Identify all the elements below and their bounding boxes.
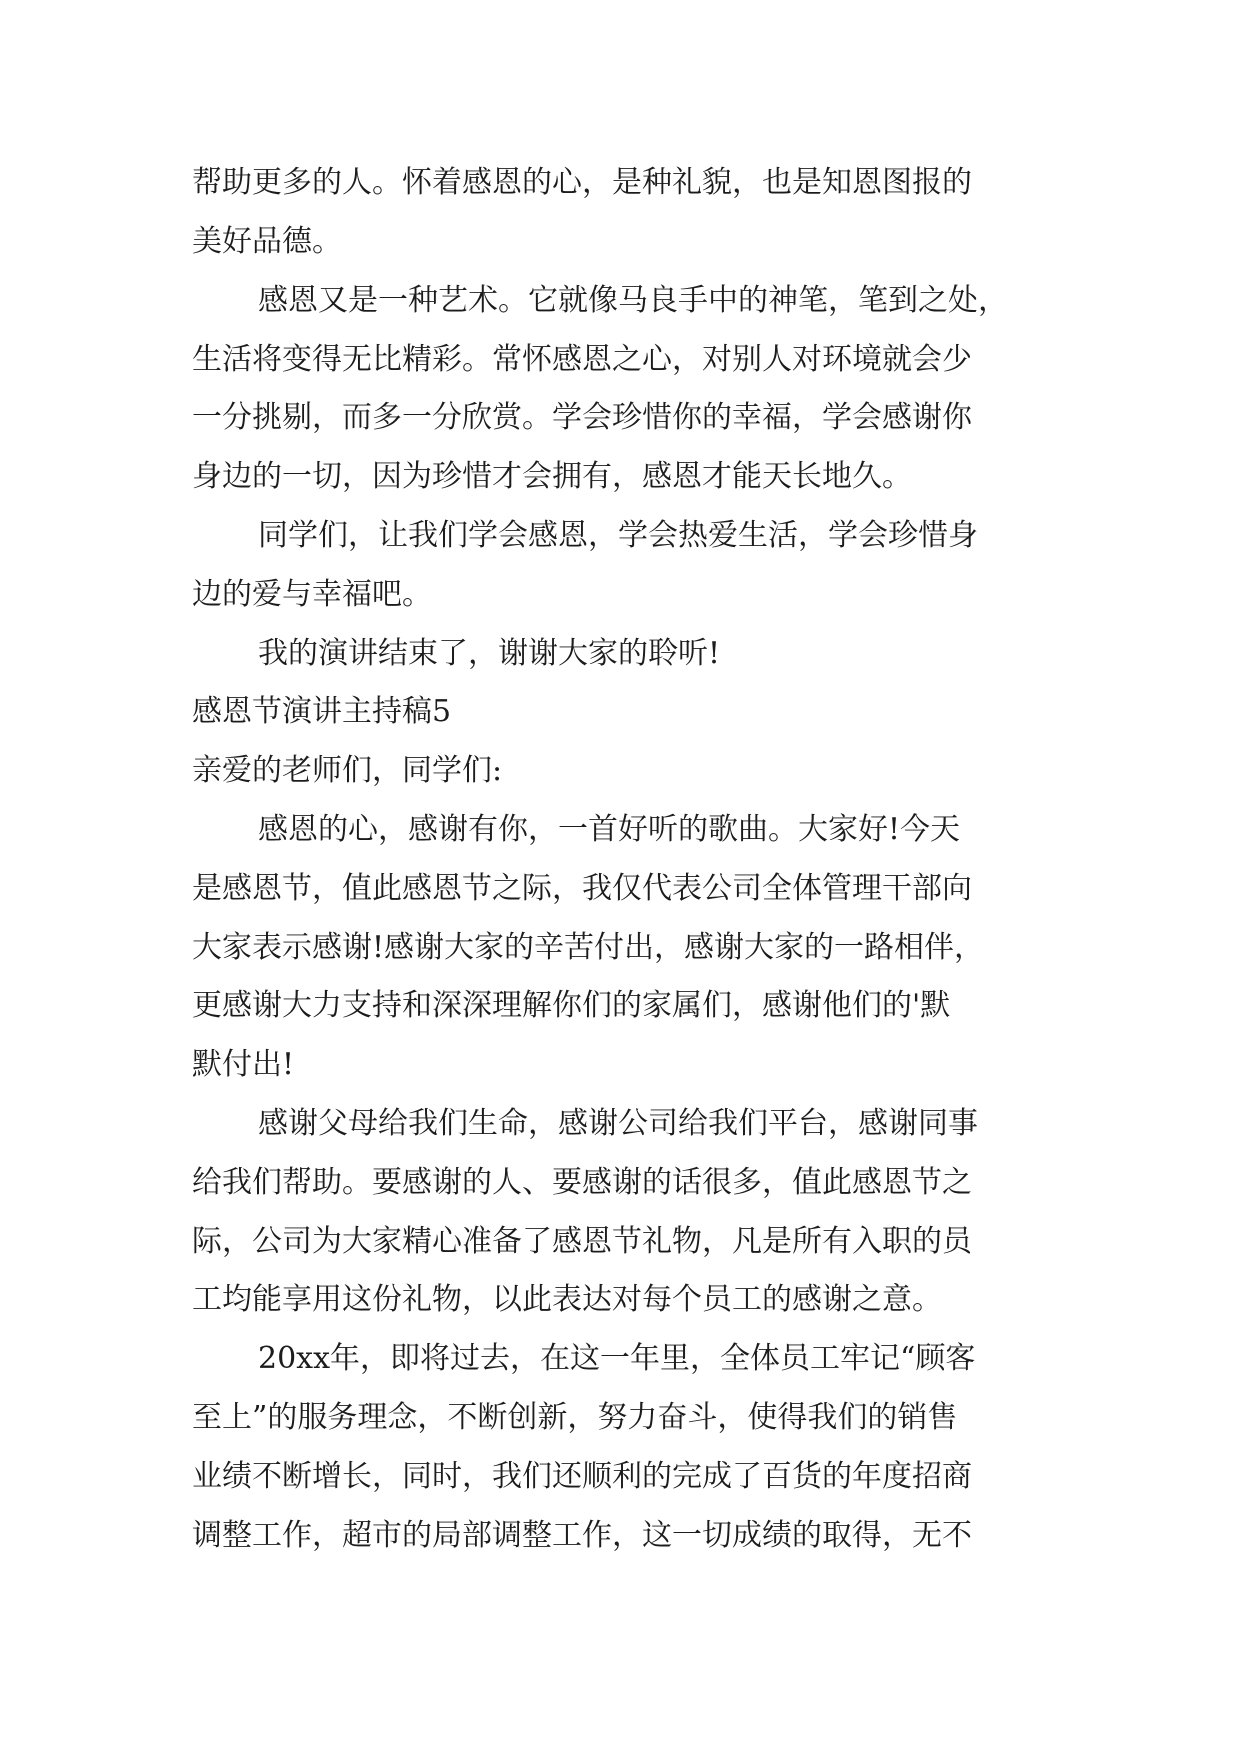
body-text-line: 是感恩节，值此感恩节之际，我仅代表公司全体管理干部向	[192, 871, 972, 906]
salutation-line: 亲爱的老师们，同学们:	[192, 753, 503, 788]
paragraph-first-line: 20xx年，即将过去，在这一年里，全体员工牢记“顾客	[258, 1341, 976, 1376]
paragraph-first-line: 同学们，让我们学会感恩，学会热爱生活，学会珍惜身	[258, 518, 978, 553]
body-text-line: 际，公司为大家精心准备了感恩节礼物，凡是所有入职的员	[192, 1224, 972, 1259]
body-text-line: 至上”的服务理念，不断创新，努力奋斗，使得我们的销售	[192, 1400, 958, 1435]
body-text-line: 一分挑剔，而多一分欣赏。学会珍惜你的幸福，学会感谢你	[192, 400, 972, 435]
body-text-line: 身边的一切，因为珍惜才会拥有，感恩才能天长地久。	[192, 459, 912, 494]
body-text-line: 大家表示感谢!感谢大家的辛苦付出，感谢大家的一路相伴，	[192, 930, 985, 965]
body-text-line: 工均能享用这份礼物，以此表达对每个员工的感谢之意。	[192, 1282, 942, 1317]
body-text-line: 生活将变得无比精彩。常怀感恩之心，对别人对环境就会少	[192, 342, 972, 377]
paragraph-first-line: 感恩又是一种艺术。它就像马良手中的神笔，笔到之处，	[258, 283, 1008, 318]
section-heading: 感恩节演讲主持稿5	[192, 694, 452, 729]
body-text-line: 给我们帮助。要感谢的人、要感谢的话很多，值此感恩节之	[192, 1165, 972, 1200]
paragraph-first-line: 感谢父母给我们生命，感谢公司给我们平台，感谢同事	[258, 1106, 978, 1141]
body-text-line: 更感谢大力支持和深深理解你们的家属们，感谢他们的'默	[192, 988, 951, 1023]
body-text-line: 业绩不断增长，同时，我们还顺利的完成了百货的年度招商	[192, 1459, 972, 1494]
body-text-line: 调整工作，超市的局部调整工作，这一切成绩的取得，无不	[192, 1518, 972, 1553]
paragraph-first-line: 我的演讲结束了，谢谢大家的聆听!	[258, 636, 721, 671]
body-text-line: 帮助更多的人。怀着感恩的心，是种礼貌，也是知恩图报的	[192, 165, 972, 200]
body-text-line: 边的爱与幸福吧。	[192, 577, 432, 612]
body-text-line: 美好品德。	[192, 224, 342, 259]
body-text-line: 默付出!	[192, 1047, 295, 1082]
paragraph-first-line: 感恩的心，感谢有你，一首好听的歌曲。大家好!今天	[258, 812, 961, 847]
